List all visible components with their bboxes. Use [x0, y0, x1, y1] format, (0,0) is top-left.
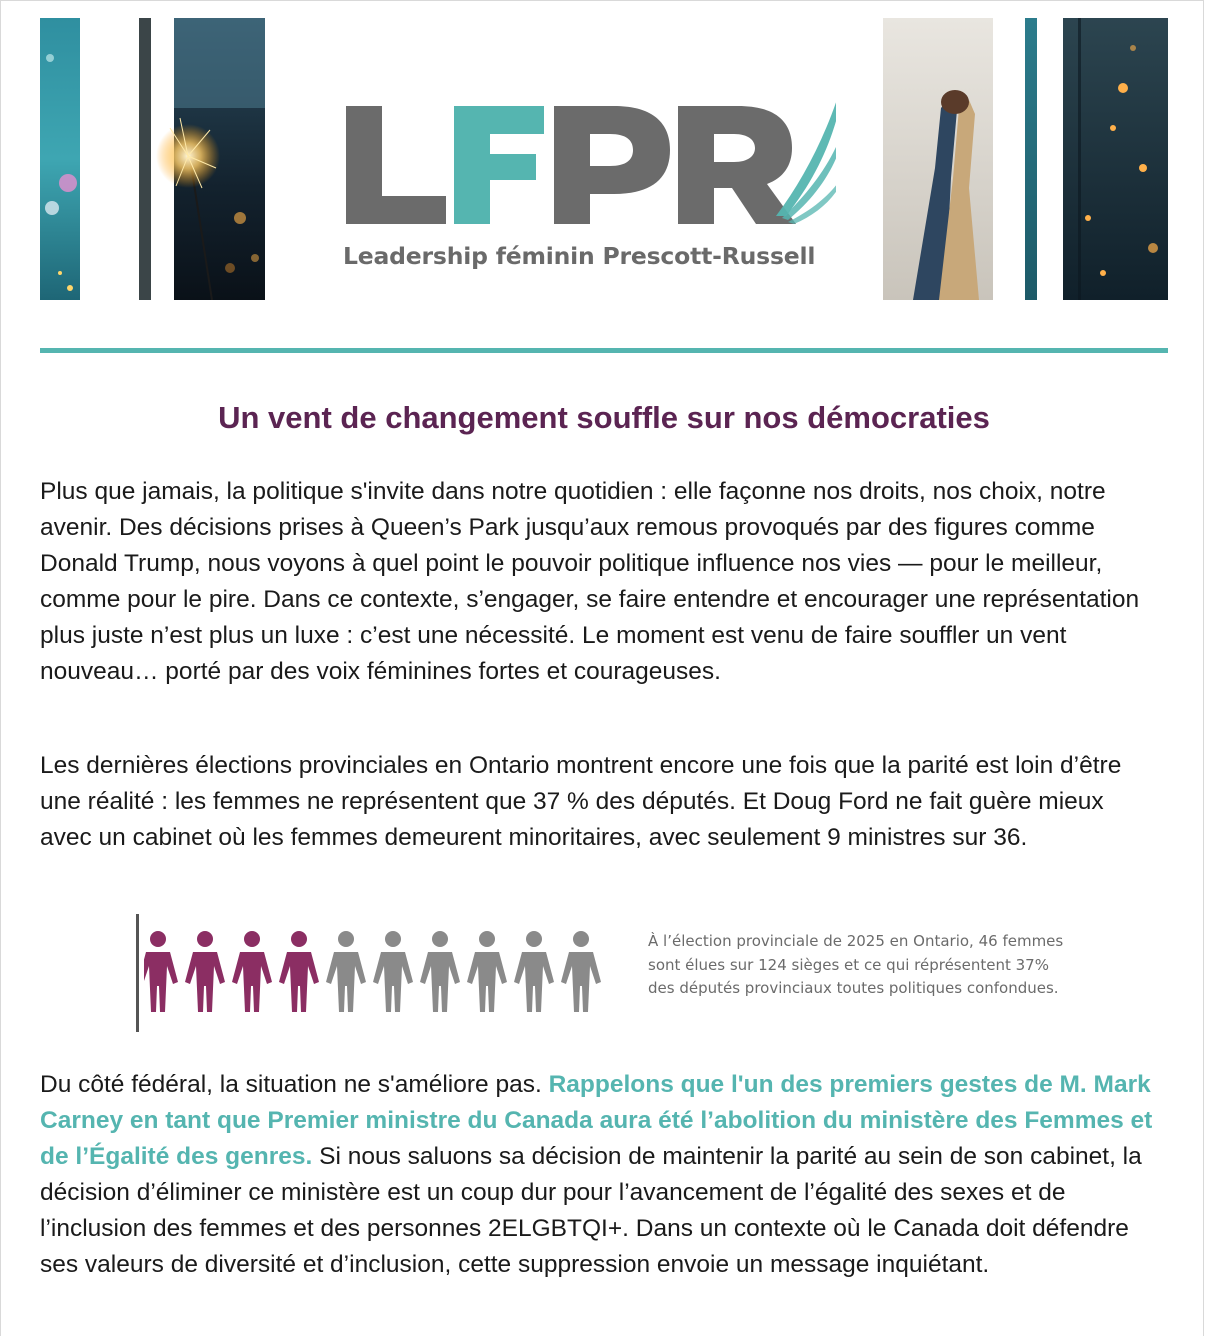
- person-figure-icon: [373, 931, 413, 1012]
- figure-icons: [144, 930, 614, 1020]
- woman-figure-icon: [185, 931, 225, 1012]
- lfpr-wordmark: [336, 66, 836, 246]
- paragraph-3: [40, 1067, 1160, 1283]
- paragraph-1: Plus que jamais, la politique s'invite dans notre quotidien : elle façonne nos droits, nos choix, notre avenir. Des décisions prises à Queen’s Park jusqu’aux remous provoqués par des figures comme Donald Trump, nous voyons à quel point le pouvoir politique influence nos vies — pour le meilleur, comme pour le pire. Dans ce contexte, s’engager, se faire entendre et encourager une représentation plus juste n’est plus un luxe : c’est une nécessité. Le moment est venu de faire souffler un vent nouveau… porté par des voix féminines fortes et courageuses.: [40, 478, 1140, 685]
- paragraph-3-intro: Du côté fédéral, la situation ne s'améliore pas.: [40, 1071, 549, 1098]
- woman-figure-icon: [144, 931, 178, 1012]
- person-figure-icon: [561, 931, 601, 1012]
- lfpr-logo: [336, 66, 836, 296]
- person-figure-icon: [326, 931, 366, 1012]
- person-figure-icon: [467, 931, 507, 1012]
- logo-tagline: Leadership féminin Prescott-Russell: [343, 242, 816, 270]
- sparkler-photo: [40, 18, 265, 300]
- paragraph-2: Les dernières élections provinciales en Ontario montrent encore une fois que la parité est loin d’être une réalité : les femmes ne représentent que 37 % des députés. Et Doug Ford ne fait guère mieux avec un cabinet où les femmes demeurent minoritaires, avec seulement 9 ministres sur 36.: [40, 752, 1122, 851]
- parity-infographic: [136, 914, 1076, 1034]
- header-divider: [40, 348, 1168, 353]
- person-figure-icon: [420, 931, 460, 1012]
- highlighted-statement: Rappelons que l'un des premiers gestes de M. Mark Carney en tant que Premier ministre du Canada aura été l’abolition du ministère des Femmes et de l’Égalité des genres.: [40, 1071, 1153, 1170]
- infographic-caption: À l’élection provinciale de 2025 en Ontario, 46 femmes sont élues sur 124 sièges et ce qui réprésentent 37% des députés provinciaux toutes politiques confondues.: [648, 932, 1064, 997]
- raised-hands-photo: [883, 18, 1168, 300]
- paragraph-3-rest: Si nous saluons sa décision de maintenir la parité au sein de son cabinet, la décision d’éliminer ce ministère est un coup dur pour l’avancement de l’égalité des sexes et de l’inclusion des femmes et des personnes 2ELGBTQI+. Dans un contexte où le Canada doit défendre ses valeurs de diversité et d’inclusion, cette suppression envoie un message inquiétant.: [40, 1143, 1142, 1278]
- newsletter-header: [40, 18, 1168, 300]
- article-title: Un vent de changement souffle sur nos démocraties: [218, 400, 990, 435]
- woman-figure-icon: [279, 931, 319, 1012]
- person-figure-icon: [514, 931, 554, 1012]
- infographic-accent-bar: [136, 914, 139, 1032]
- woman-figure-icon: [232, 931, 272, 1012]
